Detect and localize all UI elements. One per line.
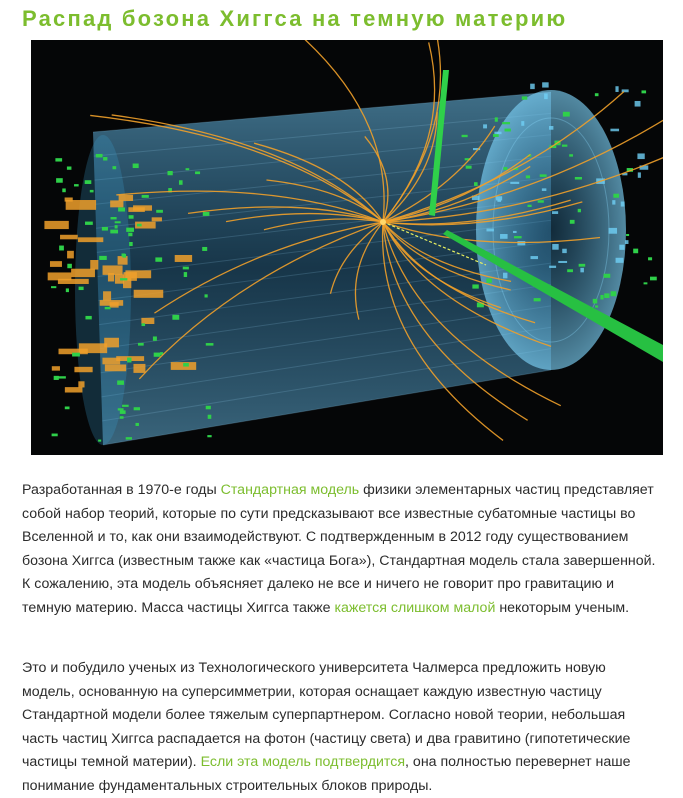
calorimeter-hit: [60, 235, 78, 240]
model-confirmed-link[interactable]: Если эта модель подтвердится: [200, 754, 406, 770]
muon-hit: [575, 177, 582, 180]
endcap-hit: [549, 126, 553, 130]
muon-hit: [183, 363, 189, 367]
calorimeter-hit: [104, 338, 119, 348]
muon-hit: [495, 117, 498, 121]
muon-hit: [96, 154, 103, 157]
muon-hit: [122, 253, 126, 256]
muon-hit: [527, 205, 531, 207]
calorimeter-hit: [50, 261, 62, 267]
muon-hit: [208, 415, 212, 419]
muon-hit: [120, 278, 127, 280]
muon-hit: [111, 217, 117, 219]
muon-hit: [595, 305, 598, 307]
endcap-hit: [531, 256, 538, 259]
muon-hit: [120, 410, 126, 414]
calorimeter-hit: [175, 255, 192, 262]
paragraph-2: [22, 657, 662, 798]
muon-hit: [563, 112, 570, 117]
muon-hit: [120, 416, 124, 419]
endcap-hit: [621, 202, 625, 207]
calorimeter-hit: [128, 207, 144, 212]
muon-hit: [486, 278, 492, 282]
muon-hit: [626, 234, 629, 236]
muon-hit: [179, 180, 183, 185]
endcap-hit: [612, 200, 615, 204]
muon-hit: [72, 353, 80, 357]
muon-hit: [613, 194, 619, 198]
muon-hit: [540, 174, 547, 177]
calorimeter-hit: [65, 387, 83, 392]
calorimeter-hit: [152, 217, 162, 221]
muon-hit: [110, 230, 118, 234]
calorimeter-hit: [67, 251, 74, 259]
calorimeter-hit: [119, 195, 133, 201]
endcap-hit: [486, 229, 493, 232]
muon-hit: [115, 225, 118, 228]
muon-hit: [206, 406, 211, 409]
muon-hit: [611, 291, 617, 296]
calorimeter-hit: [78, 237, 103, 242]
muon-hit: [472, 284, 478, 288]
muon-hit: [66, 288, 69, 292]
muon-hit: [644, 282, 648, 284]
muon-hit: [593, 299, 598, 304]
muon-hit: [59, 246, 64, 251]
muon-hit: [55, 158, 62, 161]
endcap-hit: [637, 153, 644, 159]
muon-hit: [118, 207, 125, 211]
muon-hit: [538, 200, 544, 202]
muon-hit: [128, 233, 132, 237]
muon-hit: [141, 323, 145, 326]
endcap-hit: [558, 261, 567, 263]
muon-hit: [205, 294, 208, 297]
muon-hit: [156, 210, 163, 213]
muon-hit: [526, 175, 530, 178]
muon-hit: [129, 215, 134, 219]
muon-hit: [90, 190, 94, 193]
muon-hit: [595, 93, 599, 96]
muon-hit: [105, 307, 111, 309]
paragraph-1-text-a: Разработанная в 1970-е годы: [22, 482, 221, 498]
muon-hit: [578, 209, 581, 212]
muon-hit: [112, 166, 116, 169]
muon-hit: [85, 316, 91, 319]
endcap-hit: [542, 82, 548, 87]
muon-hit: [195, 171, 200, 174]
calorimeter-hit: [105, 364, 126, 371]
endcap-hit: [521, 121, 524, 126]
muon-hit: [127, 358, 131, 363]
muon-hit: [126, 437, 132, 439]
muon-hit: [534, 298, 541, 301]
muon-hit: [154, 353, 161, 357]
higgs-mass-too-small-link[interactable]: кажется слишком малой: [334, 599, 496, 616]
calorimeter-hit: [65, 197, 73, 201]
muon-hit: [85, 180, 92, 184]
muon-hit: [67, 264, 72, 268]
calorimeter-hit: [125, 270, 151, 278]
muon-hit: [129, 242, 133, 246]
muon-hit: [641, 90, 646, 93]
muon-hit: [172, 315, 179, 320]
endcap-hit: [503, 273, 507, 279]
endcap-hit: [552, 244, 558, 250]
endcap-hit: [497, 200, 501, 202]
collision-event-image: [31, 40, 663, 455]
endcap-hit: [542, 188, 546, 191]
collision-vertex: [380, 219, 386, 225]
endcap-hit: [530, 84, 535, 89]
muon-hit: [102, 227, 108, 231]
calorimeter-hit: [48, 272, 72, 280]
muon-hit: [202, 247, 207, 251]
muon-hit: [466, 166, 472, 169]
endcap-hit: [494, 132, 501, 134]
muon-hit: [183, 267, 189, 270]
calorimeter-hit: [74, 367, 92, 372]
muon-hit: [648, 257, 652, 260]
muon-hit: [65, 406, 70, 409]
muon-hit: [579, 264, 586, 267]
endcap-hit: [625, 240, 628, 244]
muon-hit: [569, 154, 573, 156]
calorimeter-hit: [141, 318, 154, 324]
endcap-hit: [580, 268, 584, 273]
muon-hit: [137, 224, 142, 227]
calorimeter-hit: [52, 366, 60, 370]
muon-hit: [600, 295, 603, 299]
muon-hit: [184, 272, 187, 277]
muon-hit: [153, 336, 157, 340]
muon-hit: [58, 376, 66, 378]
endcap-hit: [610, 129, 619, 132]
muon-hit: [99, 256, 107, 260]
calorimeter-hit: [103, 291, 111, 300]
muon-hit: [562, 145, 567, 147]
muon-hit: [604, 274, 611, 278]
calorimeter-hit: [133, 364, 145, 373]
muon-hit: [74, 184, 79, 186]
muon-hit: [570, 220, 575, 224]
calorimeter-hit: [44, 221, 68, 229]
endcap-hit: [635, 101, 641, 107]
muon-hit: [503, 167, 507, 170]
paragraph-1-text-b: физики элементарных частиц представляет собой набор теорий, которые по сути предсказывают все известные субатомные частицы во Вселенной и то, как они взаимодействуют. С подтвержденным в 2012 году существованием бозона Хиггса (известным также как «частица Бога»), Стандартная модель стала завершенной. К сожалению, эта модель объясняет далеко не все и ничего не говорит про гравитацию и темную материю. Масса частицы Хиггса также: [22, 482, 656, 616]
muon-hit: [135, 423, 138, 426]
endcap-hit: [609, 228, 618, 234]
muon-hit: [155, 257, 162, 261]
muon-hit: [133, 164, 139, 169]
muon-hit: [117, 380, 124, 384]
paragraph-1: [22, 479, 662, 620]
muon-hit: [79, 287, 84, 290]
calorimeter-hit: [110, 200, 123, 207]
muon-hit: [514, 236, 522, 238]
endcap-hit: [510, 182, 519, 184]
endcap-hit: [619, 245, 624, 250]
endcap-hit: [562, 249, 567, 253]
muon-hit: [52, 434, 58, 437]
endcap-hit: [544, 93, 548, 99]
endcap-hit: [616, 258, 624, 263]
endcap-hit: [615, 86, 618, 92]
muon-hit: [115, 221, 121, 223]
muon-hit: [474, 182, 478, 186]
muon-hit: [103, 157, 107, 160]
muon-hit: [126, 228, 134, 232]
muon-hit: [186, 168, 190, 170]
calorimeter-hit: [90, 260, 98, 270]
muon-hit: [67, 166, 72, 169]
muon-hit: [207, 435, 211, 437]
muon-hit: [462, 135, 468, 137]
muon-hit: [650, 277, 657, 281]
endcap-hit: [513, 231, 517, 233]
muon-hit: [203, 212, 210, 216]
endcap-hit: [638, 172, 641, 177]
muon-hit: [134, 407, 140, 410]
muon-hit: [567, 269, 573, 272]
standard-model-link[interactable]: Стандартная модель: [220, 482, 360, 498]
paragraph-2-text-b: , она полностью перевернет наше понимание фундаментальных строительных блоков природы.: [22, 754, 631, 794]
muon-hit: [505, 129, 511, 132]
muon-hit: [122, 405, 129, 407]
muon-hit: [142, 195, 149, 198]
paragraph-2-text-a: Это и побудило ученых из Технологического университета Чалмерса предложить новую модель, основанную на суперсимметрии, которая оснащает каждую известную частицу Стандартной модели более тяжелым суперпартнером. Согласно новой теории, небольшая часть частиц Хиггса распадается на фотон (частицу света) и два гравитино (гипотетические частицы темной материи).: [22, 660, 631, 770]
calorimeter-hit: [78, 381, 84, 387]
muon-hit: [51, 286, 56, 288]
muon-hit: [62, 188, 65, 192]
calorimeter-hit: [134, 290, 164, 298]
muon-hit: [138, 343, 144, 346]
muon-hit: [56, 178, 63, 183]
muon-hit: [522, 96, 527, 99]
paragraph-1-text-c: некоторым ученым.: [495, 599, 630, 616]
muon-hit: [604, 293, 609, 298]
calorimeter-hit: [71, 269, 95, 277]
event-display-svg: [31, 40, 663, 455]
endcap-hit: [483, 124, 487, 128]
muon-hit: [85, 222, 93, 225]
muon-hit: [206, 343, 214, 346]
muon-hit: [502, 122, 510, 124]
endcap-hit: [549, 266, 556, 268]
muon-hit: [493, 134, 499, 137]
calorimeter-hit: [103, 265, 123, 274]
muon-hit: [633, 249, 638, 254]
calorimeter-hit: [100, 300, 123, 306]
endcap-hit: [500, 234, 508, 239]
muon-hit: [98, 440, 101, 442]
endcap-hit: [517, 241, 525, 245]
article-title: Распад бозона Хиггса на темную материю: [22, 6, 568, 31]
muon-hit: [118, 408, 124, 410]
muon-hit: [167, 171, 172, 175]
endcap-hit: [552, 211, 558, 214]
